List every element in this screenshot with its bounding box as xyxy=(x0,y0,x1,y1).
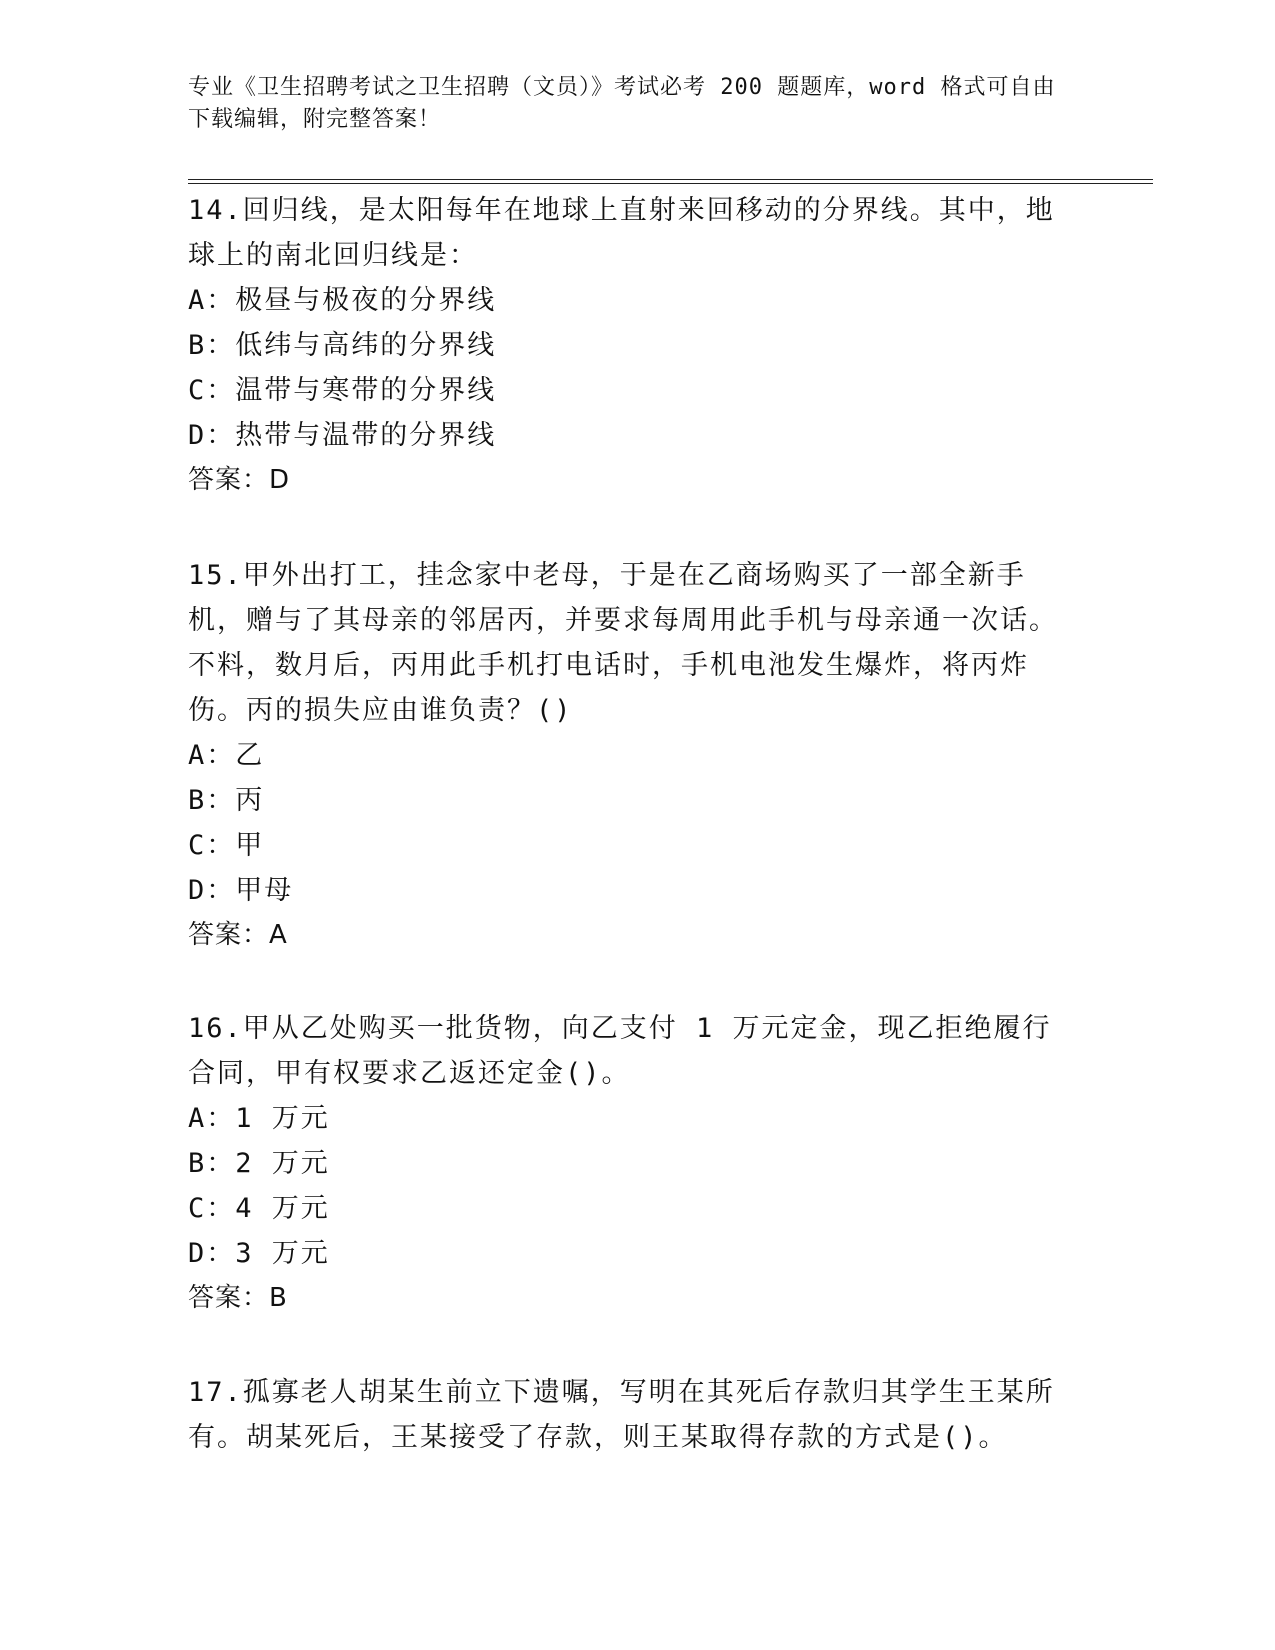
question-stem: 17.孤寡老人胡某生前立下遗嘱，写明在其死后存款归其学生王某所有。胡某死后，王某接受了存款，则王某取得存款的方式是()。 xyxy=(188,1377,1055,1453)
option-c: C：甲 xyxy=(188,830,265,861)
option-c: C：温带与寒带的分界线 xyxy=(188,375,497,406)
question-16 xyxy=(188,1006,1068,1321)
option-b: B：2 万元 xyxy=(188,1148,330,1179)
header-divider-top xyxy=(188,179,1153,180)
question-stem: 14.回归线，是太阳每年在地球上直射来回移动的分界线。其中，地球上的南北回归线是： xyxy=(188,195,1055,271)
option-a: A：极昼与极夜的分界线 xyxy=(188,285,497,316)
option-d: D：甲母 xyxy=(188,875,294,906)
option-c: C：4 万元 xyxy=(188,1193,330,1224)
option-a: A：1 万元 xyxy=(188,1103,330,1134)
question-stem: 16.甲从乙处购买一批货物，向乙支付 1 万元定金，现乙拒绝履行合同，甲有权要求乙返还定金()。 xyxy=(188,1013,1052,1089)
question-17 xyxy=(188,1370,1068,1460)
question-stem: 15.甲外出打工，挂念家中老母，于是在乙商场购买了一部全新手机，赠与了其母亲的邻居丙，并要求每周用此手机与母亲通一次话。不料，数月后，丙用此手机打电话时，手机电池发生爆炸，将丙炸伤。丙的损失应由谁负责？() xyxy=(188,560,1058,726)
question-15 xyxy=(188,553,1068,958)
answer-line: 答案：B xyxy=(188,1283,288,1313)
document-header: 专业《卫生招聘考试之卫生招聘（文员）》考试必考 200 题题库，word 格式可自由下载编辑，附完整答案！ xyxy=(188,75,1056,132)
option-d: D：3 万元 xyxy=(188,1238,330,1269)
option-d: D：热带与温带的分界线 xyxy=(188,420,497,451)
header-divider-bottom xyxy=(188,183,1153,184)
option-b: B：丙 xyxy=(188,785,265,816)
question-14 xyxy=(188,188,1068,503)
option-a: A：乙 xyxy=(188,740,265,771)
option-b: B：低纬与高纬的分界线 xyxy=(188,330,497,361)
answer-line: 答案：D xyxy=(188,465,291,495)
answer-line: 答案：A xyxy=(188,920,288,950)
